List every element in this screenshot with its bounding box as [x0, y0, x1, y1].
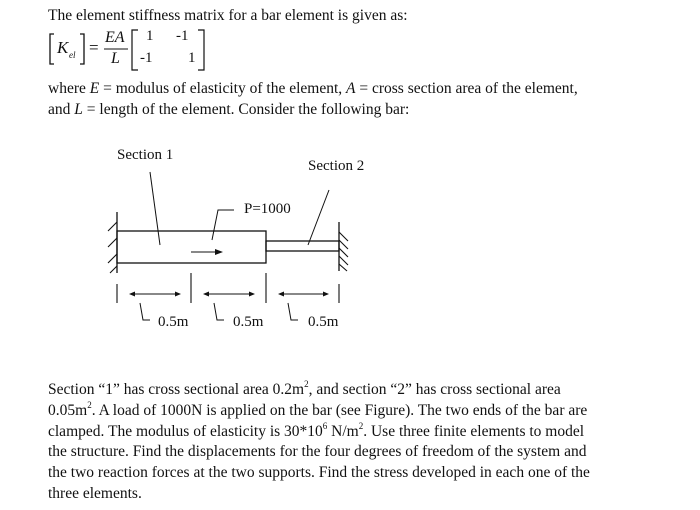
text: = modulus of elasticity of the element, — [99, 80, 347, 97]
symbol-e: E — [89, 80, 100, 97]
text: , and section “2” has cross sectional area — [308, 381, 561, 398]
superscript: 2 — [358, 420, 364, 431]
dimension-label: 0.5m — [233, 314, 264, 330]
problem-line — [48, 442, 586, 462]
matrix-cell: 1 — [188, 50, 196, 66]
text: and — [48, 101, 75, 118]
right-wall-hatch — [339, 232, 348, 271]
problem-line — [48, 422, 584, 442]
intro-text: The element stiffness matrix for a bar element is given as: — [48, 7, 408, 24]
section-2-leader — [308, 190, 329, 245]
equals-sign: = — [89, 38, 99, 57]
section-2-bar — [266, 241, 339, 251]
text: the two reaction forces at the two supports. Find the stress developed in each one of the — [48, 464, 590, 482]
superscript: 2 — [87, 399, 92, 410]
text: . A load of 1000N is applied on the bar (see Figure). The two ends of the bar are — [91, 401, 588, 419]
symbol-a: A — [346, 80, 356, 97]
k-symbol: K — [57, 38, 69, 57]
section-2-label: Section 2 — [308, 158, 365, 174]
problem-line — [48, 484, 142, 504]
text: 0.05m — [48, 401, 88, 419]
text: . Use three finite elements to model — [363, 422, 585, 440]
section-1-bar — [117, 231, 266, 263]
text: where — [48, 80, 90, 97]
dimension-label: 0.5m — [158, 314, 189, 330]
k-subscript: el — [69, 50, 76, 60]
problem-line — [48, 463, 590, 483]
matrix-cell: -1 — [140, 50, 153, 66]
superscript: 2 — [304, 379, 309, 389]
section-1-leader — [150, 172, 160, 245]
section-1-label: Section 1 — [117, 147, 174, 163]
load-label: P=1000 — [244, 201, 291, 217]
superscript: 6 — [322, 420, 328, 431]
problem-line — [48, 401, 587, 421]
text: N/m — [327, 422, 359, 440]
load-leader — [212, 210, 234, 240]
text: = cross section area of the element, — [355, 80, 578, 97]
matrix-cell: 1 — [146, 28, 154, 44]
left-wall-hatch — [108, 222, 117, 273]
dimension-label: 0.5m — [308, 314, 339, 330]
problem-line — [48, 380, 561, 400]
numerator: EA — [105, 29, 125, 46]
denominator: L — [111, 50, 120, 67]
text: Section “1” has cross sectional area 0.2m — [48, 381, 305, 398]
symbol-l: L — [74, 101, 83, 118]
text: the structure. Find the displacements for the four degrees of freedom of the system and — [48, 443, 587, 461]
text: = length of the element. Consider the following bar: — [82, 101, 410, 118]
text: three elements. — [48, 485, 142, 502]
matrix-cell: -1 — [176, 28, 189, 44]
text: clamped. The modulus of elasticity is 30*10 — [48, 422, 323, 440]
dimension-ticks — [117, 273, 339, 303]
